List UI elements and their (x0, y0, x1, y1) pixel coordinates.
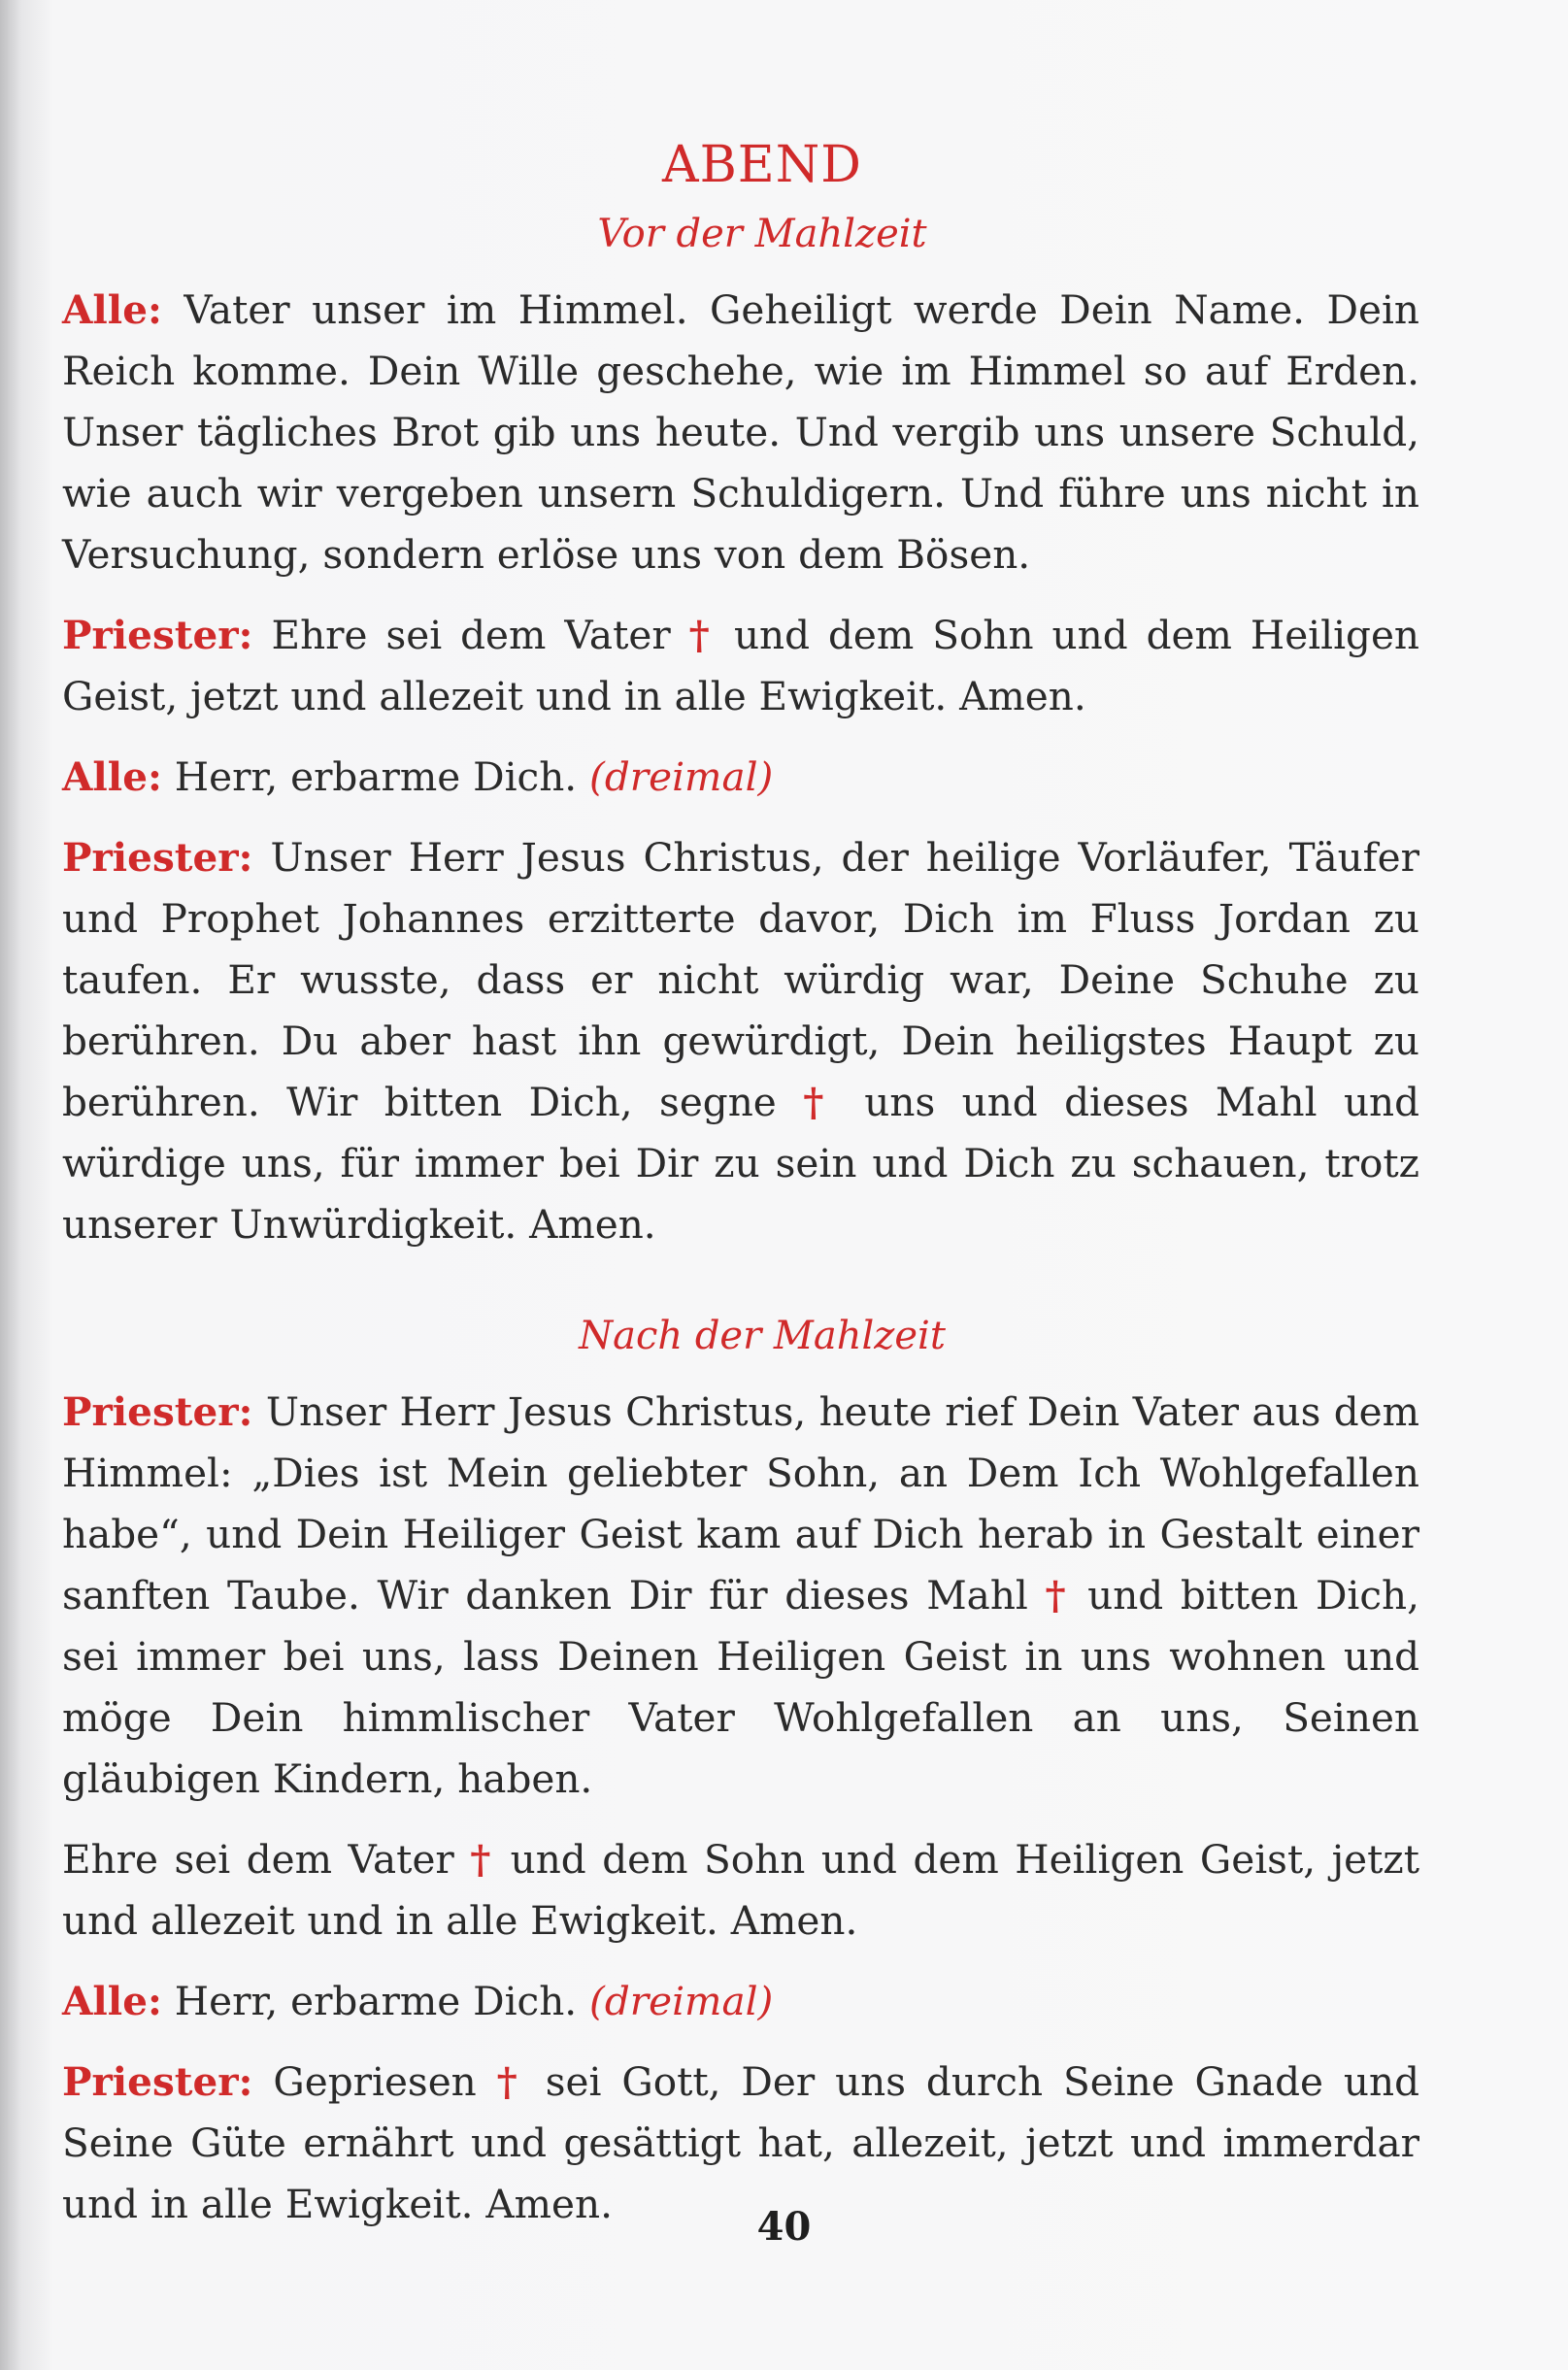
prayer-text: und dem Sohn und dem Heiligen Geist, jetzt und allezeit und in alle Ewigkeit. Amen. (62, 612, 1420, 719)
page-content (62, 117, 1419, 2254)
section-heading-before-meal: Vor der Mahlzeit (597, 212, 927, 256)
repetition-note: (dreimal) (589, 753, 774, 800)
prayer-text: Herr, erbarme Dich. (174, 753, 578, 800)
prayer-paragraph-6 (62, 1829, 1419, 1952)
prayer-text: Gepriesen (273, 2058, 477, 2105)
prayer-text: und dem Sohn und dem Heiligen Geist, jetzt und allezeit und in alle Ewigkeit. Amen. (62, 1836, 1420, 1944)
page-title: ABEND (662, 136, 862, 194)
cross-icon: † (803, 1079, 838, 1125)
prayer-paragraph-7 (62, 1971, 1419, 2032)
page-number: 40 (756, 2204, 812, 2250)
cross-icon: † (470, 1836, 495, 1883)
prayer-text: Ehre sei dem Vater (271, 612, 671, 658)
speaker-label: Alle: (62, 1978, 162, 2024)
speaker-label: Priester: (62, 834, 253, 881)
prayer-text: Ehre sei dem Vater (62, 1836, 454, 1883)
section-heading-after-meal: Nach der Mahlzeit (579, 1314, 946, 1358)
cross-icon: † (496, 2058, 525, 2105)
repetition-note: (dreimal) (589, 1978, 774, 2024)
speaker-label: Alle: (62, 286, 162, 333)
speaker-label: Alle: (62, 753, 162, 800)
prayer-paragraph-5 (62, 1382, 1419, 1810)
prayer-text: und bitten Dich, sei immer bei uns, lass Deinen Heiligen Geist in uns wohnen und möge Dein himmlischer Vater Wohlgefallen an uns, Seinen gläubigen Kindern, haben. (62, 1572, 1420, 1802)
speaker-label: Priester: (62, 2058, 253, 2105)
speaker-label: Priester: (62, 1388, 253, 1435)
prayer-text: Vater unser im Himmel. Geheiligt werde Dein Name. Dein Reich komme. Dein Wille geschehe, wie im Himmel so auf Erden. Unser tägliches Brot gib uns heute. Und vergib uns unsere Schuld, wie auch wir vergeben unsern Schuldigern. Und führe uns nicht in Versuchung, sondern erlöse uns von dem Bösen. (62, 286, 1419, 578)
prayer-paragraph-3 (62, 747, 1419, 808)
prayer-text: uns und dieses Mahl und würdige uns, für immer bei Dir zu sein und Dich zu schauen, trotz unserer Unwürdigkeit. Amen. (62, 1079, 1420, 1248)
prayer-text: Herr, erbarme Dich. (174, 1978, 578, 2024)
prayer-text: Unser Herr Jesus Christus, heute rief Dein Vater aus dem Himmel: „Dies ist Mein geliebter Sohn, an Dem Ich Wohlgefallen habe“, und Dein Heiliger Geist kam auf Dich herab in Gestalt einer sanften Taube. Wir danken Dir für dieses Mahl (62, 1388, 1420, 1619)
prayer-text: Unser Herr Jesus Christus, der heilige Vorläufer, Täufer und Prophet Johannes erzitterte davor, Dich im Fluss Jordan zu taufen. Er wusste, dass er nicht würdig war, Deine Schuhe zu berühren. Du aber hast ihn gewürdigt, Dein heiligstes Haupt zu berühren. Wir bitten Dich, segne (62, 834, 1420, 1125)
speaker-label: Priester: (62, 612, 253, 658)
prayer-paragraph-1 (62, 280, 1419, 585)
cross-icon: † (688, 612, 716, 658)
prayer-paragraph-4 (62, 827, 1419, 1255)
prayer-text: sei Gott, Der uns durch Seine Gnade und Seine Güte ernährt und gesättigt hat, allezeit, jetzt und immerdar und in alle Ewigkeit. Amen. (62, 2058, 1420, 2227)
cross-icon: † (1045, 1572, 1071, 1619)
prayer-paragraph-2 (62, 605, 1419, 727)
